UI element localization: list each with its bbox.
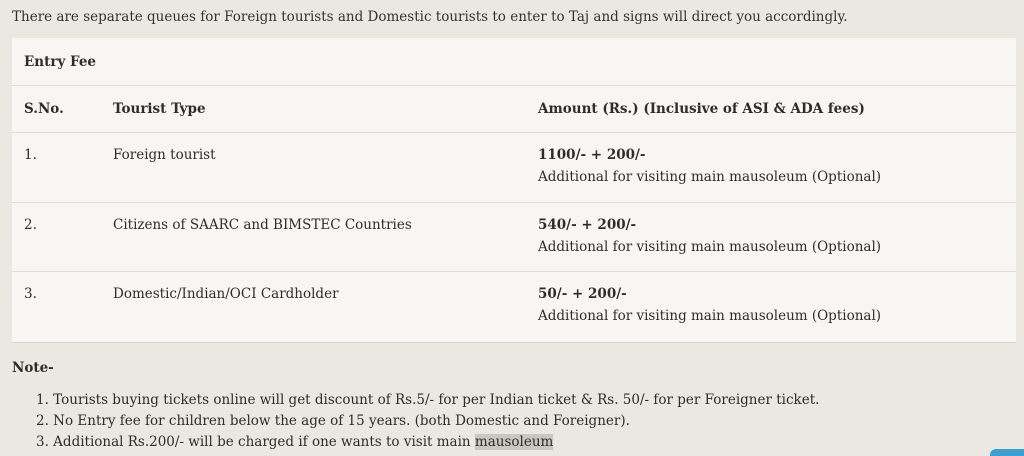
row-amount-cell [538, 214, 881, 258]
highlighted-word[interactable]: mausoleum [474, 434, 554, 450]
row-sno: 2. [24, 217, 37, 233]
note-item-text: 3. Additional Rs.200/- will be charged if one wants to visit main [36, 434, 475, 450]
table-row [12, 133, 1016, 203]
note-item [36, 411, 819, 432]
row-amount-cell [538, 283, 881, 327]
row-amount-cell [538, 144, 881, 188]
row-tourist-type: Domestic/Indian/OCI Cardholder [113, 286, 339, 302]
table-row [12, 203, 1016, 272]
row-amount-note: Additional for visiting main mausoleum (Optional) [538, 239, 882, 255]
header-sno: S.No. [24, 101, 64, 117]
table-caption-row [12, 38, 1016, 86]
row-sno: 3. [24, 286, 37, 302]
note-title: Note- [12, 360, 54, 376]
note-item-text: 1. Tourists buying tickets online will get discount of Rs.5/- for per Indian ticket & Rs. 50/- for per Foreigner ticket. [36, 392, 820, 408]
row-sno: 1. [24, 147, 37, 163]
table-caption: Entry Fee [24, 54, 97, 70]
header-tourist-type: Tourist Type [113, 101, 206, 117]
note-item [36, 390, 819, 411]
row-amount: 1100/- + 200/- [538, 147, 646, 163]
row-amount-note: Additional for visiting main mausoleum (Optional) [538, 169, 882, 185]
table-row [12, 272, 1016, 342]
row-tourist-type: Citizens of SAARC and BIMSTEC Countries [113, 217, 412, 233]
intro-text: There are separate queues for Foreign tourists and Domestic tourists to enter to Taj and signs will direct you accordingly. [12, 9, 848, 25]
table-header-row [12, 86, 1016, 133]
row-amount: 540/- + 200/- [538, 217, 637, 233]
note-item-text: 2. No Entry fee for children below the age of 15 years. (both Domestic and Foreigner). [36, 413, 630, 429]
row-tourist-type: Foreign tourist [113, 147, 216, 163]
row-amount-note: Additional for visiting main mausoleum (Optional) [538, 308, 882, 324]
row-amount: 50/- + 200/- [538, 286, 627, 302]
notes-list [36, 390, 819, 453]
entry-fee-table [12, 38, 1016, 343]
header-amount: Amount (Rs.) (Inclusive of ASI & ADA fees) [538, 101, 865, 117]
chat-widget-button[interactable] [990, 449, 1024, 456]
note-item [36, 432, 819, 453]
